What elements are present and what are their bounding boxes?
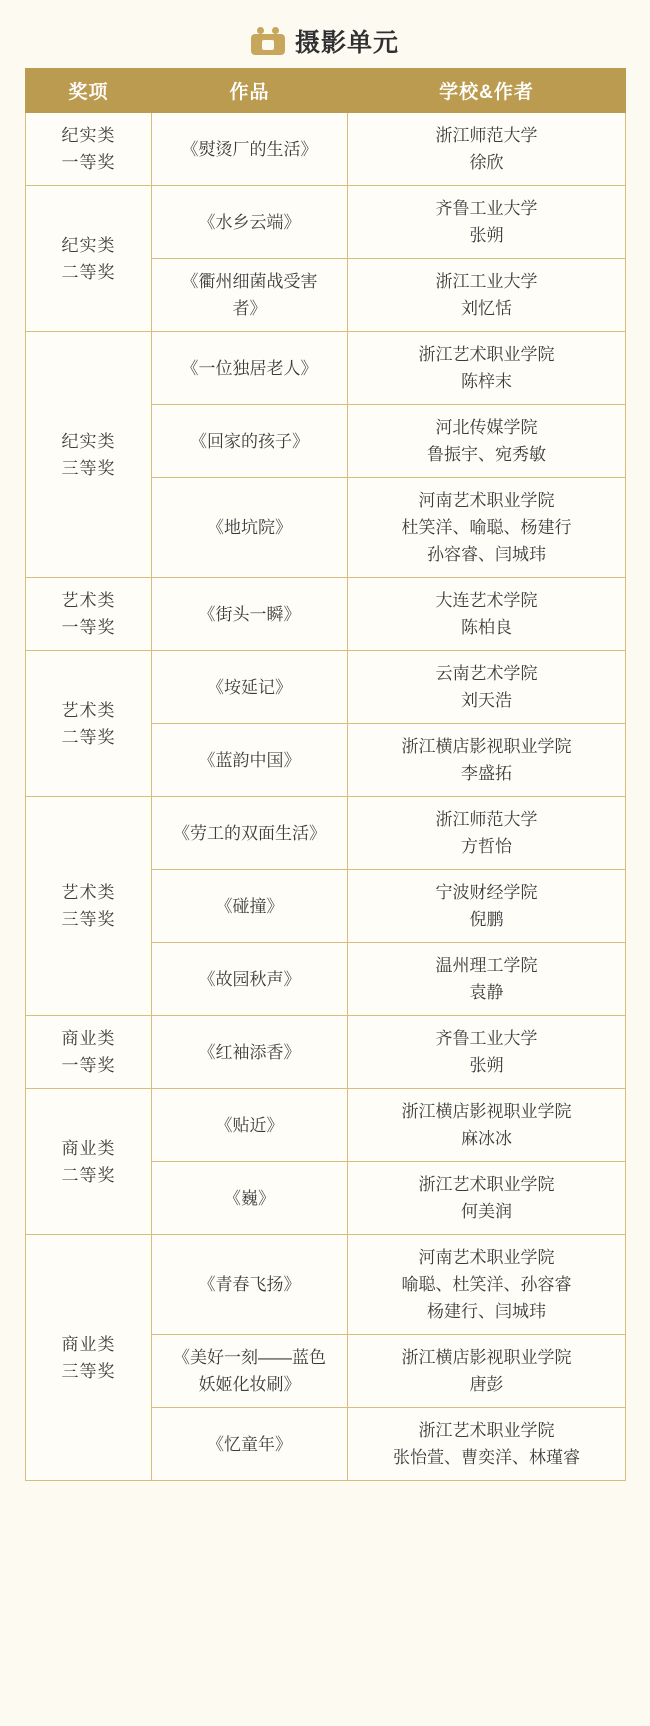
school-author-cell	[348, 1016, 626, 1089]
work-line: 《忆童年》	[207, 1434, 292, 1454]
school-author-line: 齐鲁工业大学	[435, 1029, 538, 1048]
work-line: 《碰撞》	[215, 896, 284, 916]
table-head	[26, 69, 626, 113]
award-line: 商业类	[61, 1334, 116, 1354]
award-line: 二等奖	[61, 262, 116, 282]
work-line: 《垵延记》	[207, 677, 292, 697]
table-row	[26, 797, 626, 870]
work-line: 《回家的孩子》	[190, 431, 309, 451]
award-category-cell	[26, 797, 152, 1016]
school-author-line: 温州理工学院	[435, 956, 538, 975]
work-line: 《蓝韵中国》	[198, 750, 301, 770]
school-author-line: 浙江艺术职业学院	[418, 1175, 555, 1194]
school-author-cell	[348, 478, 626, 578]
award-line: 艺术类	[61, 883, 116, 902]
school-author-line: 浙江工业大学	[435, 272, 538, 291]
table-row	[26, 186, 626, 259]
award-category-cell	[26, 651, 152, 797]
school-author-line: 大连艺术学院	[435, 591, 538, 610]
table-row	[26, 1016, 626, 1089]
work-line: 《红袖添香》	[198, 1042, 301, 1062]
school-author-line: 浙江艺术职业学院	[418, 1421, 555, 1440]
school-author-cell	[348, 651, 626, 724]
work-line: 《巍》	[224, 1188, 275, 1208]
work-title-cell	[152, 186, 348, 259]
award-line: 三等奖	[61, 1361, 116, 1381]
work-title-cell	[152, 797, 348, 870]
school-author-line: 孙容睿、闫城玮	[427, 545, 546, 564]
school-author-line: 倪鹏	[469, 910, 504, 929]
school-author-cell	[348, 259, 626, 332]
school-author-line: 河南艺术职业学院	[418, 1248, 555, 1267]
school-author-line: 唐彭	[469, 1375, 504, 1394]
award-category-cell	[26, 1089, 152, 1235]
award-line: 艺术类	[61, 700, 116, 720]
work-line: 《地坑院》	[207, 518, 292, 537]
school-author-line: 宁波财经学院	[435, 883, 538, 902]
award-category-cell	[26, 1235, 152, 1481]
award-line: 一等奖	[61, 618, 116, 637]
award-line: 三等奖	[61, 910, 116, 929]
work-line: 《衢州细菌战受害	[181, 272, 318, 291]
school-author-cell	[348, 1408, 626, 1481]
table-row	[26, 651, 626, 724]
school-author-line: 浙江艺术职业学院	[418, 345, 555, 364]
awards-table	[25, 68, 626, 1481]
work-title-cell	[152, 578, 348, 651]
work-line: 《街头一瞬》	[198, 604, 301, 624]
work-title-cell	[152, 724, 348, 797]
work-title-cell	[152, 1162, 348, 1235]
school-author-line: 河北传媒学院	[435, 418, 538, 437]
work-title-cell	[152, 870, 348, 943]
school-author-cell	[348, 943, 626, 1016]
work-line: 《熨烫厂的生活》	[181, 139, 318, 159]
school-author-line: 云南艺术学院	[435, 664, 538, 683]
work-line: 者》	[232, 299, 267, 318]
camera-icon	[251, 27, 285, 55]
work-title-cell	[152, 1335, 348, 1408]
table-body	[26, 113, 626, 1481]
award-line: 纪实类	[61, 431, 116, 451]
page-title: 摄影单元	[294, 29, 399, 57]
school-author-line: 河南艺术职业学院	[418, 491, 555, 510]
award-category-cell	[26, 186, 152, 332]
award-category-cell	[26, 332, 152, 578]
column-header-award: 奖项	[26, 69, 152, 113]
work-title-cell	[152, 1016, 348, 1089]
school-author-line: 浙江横店影视职业学院	[401, 737, 572, 756]
award-line: 商业类	[61, 1138, 116, 1158]
school-author-line: 陈梓末	[461, 372, 512, 391]
table-row	[26, 1235, 626, 1335]
school-author-cell	[348, 405, 626, 478]
school-author-line: 浙江师范大学	[435, 810, 538, 829]
school-author-cell	[348, 724, 626, 797]
school-author-line: 浙江横店影视职业学院	[401, 1348, 572, 1367]
school-author-line: 刘天浩	[461, 691, 512, 710]
school-author-line: 何美润	[461, 1202, 512, 1221]
school-author-line: 麻冰冰	[461, 1129, 512, 1148]
work-title-cell	[152, 651, 348, 724]
school-author-cell	[348, 797, 626, 870]
work-title-cell	[152, 478, 348, 578]
award-line: 二等奖	[61, 727, 116, 747]
school-author-cell	[348, 186, 626, 259]
award-category-cell	[26, 1016, 152, 1089]
award-line: 纪实类	[61, 126, 116, 145]
work-title-cell	[152, 1235, 348, 1335]
award-line: 二等奖	[61, 1165, 116, 1185]
table-row	[26, 113, 626, 186]
school-author-cell	[348, 870, 626, 943]
work-title-cell	[152, 943, 348, 1016]
school-author-line: 方哲怡	[461, 837, 512, 856]
award-line: 商业类	[61, 1029, 116, 1048]
school-author-line: 齐鲁工业大学	[435, 199, 538, 218]
school-author-line: 张朔	[469, 226, 504, 245]
work-title-cell	[152, 1089, 348, 1162]
column-header-school-author: 学校&作者	[348, 69, 626, 113]
table-header-row	[26, 69, 626, 113]
school-author-cell	[348, 1162, 626, 1235]
school-author-line: 浙江横店影视职业学院	[401, 1102, 572, 1121]
table-row	[26, 578, 626, 651]
table-row	[26, 1089, 626, 1162]
school-author-line: 陈柏良	[461, 618, 512, 637]
work-title-cell	[152, 405, 348, 478]
award-line: 艺术类	[61, 591, 116, 610]
school-author-cell	[348, 1335, 626, 1408]
school-author-line: 袁静	[469, 983, 504, 1002]
work-title-cell	[152, 1408, 348, 1481]
school-author-line: 刘忆恬	[461, 299, 512, 318]
work-title-cell	[152, 259, 348, 332]
school-author-line: 喻聪、杜笑洋、孙容睿	[401, 1275, 572, 1294]
work-line: 妖姬化妆刷》	[198, 1375, 301, 1394]
work-line: 《一位独居老人》	[181, 358, 318, 378]
work-line: 《贴近》	[215, 1115, 284, 1135]
work-line: 《美好一刻——蓝色	[173, 1348, 326, 1367]
school-author-line: 鲁振宇、宛秀敏	[427, 445, 546, 464]
school-author-line: 李盛拓	[461, 764, 512, 783]
table-row	[26, 332, 626, 405]
work-line: 《水乡云端》	[198, 212, 301, 232]
award-line: 纪实类	[61, 235, 116, 255]
school-author-cell	[348, 1089, 626, 1162]
award-category-cell	[26, 578, 152, 651]
award-line: 一等奖	[61, 1056, 116, 1075]
award-line: 三等奖	[61, 458, 116, 478]
work-title-cell	[152, 332, 348, 405]
award-category-cell	[26, 113, 152, 186]
school-author-line: 张怡萱、曹奕洋、林瑾睿	[393, 1448, 580, 1467]
page-header	[25, 14, 625, 68]
award-line: 一等奖	[61, 153, 116, 172]
school-author-cell	[348, 113, 626, 186]
column-header-work: 作品	[152, 69, 348, 113]
work-line: 《故园秋声》	[198, 969, 301, 989]
school-author-cell	[348, 1235, 626, 1335]
school-author-cell	[348, 578, 626, 651]
work-line: 《劳工的双面生活》	[173, 823, 326, 843]
school-author-line: 张朔	[469, 1056, 504, 1075]
school-author-line: 徐欣	[469, 153, 504, 172]
work-title-cell	[152, 113, 348, 186]
school-author-line: 杨建行、闫城玮	[427, 1302, 546, 1321]
school-author-cell	[348, 332, 626, 405]
school-author-line: 浙江师范大学	[435, 126, 538, 145]
work-line: 《青春飞扬》	[198, 1275, 301, 1294]
school-author-line: 杜笑洋、喻聪、杨建行	[401, 518, 572, 537]
